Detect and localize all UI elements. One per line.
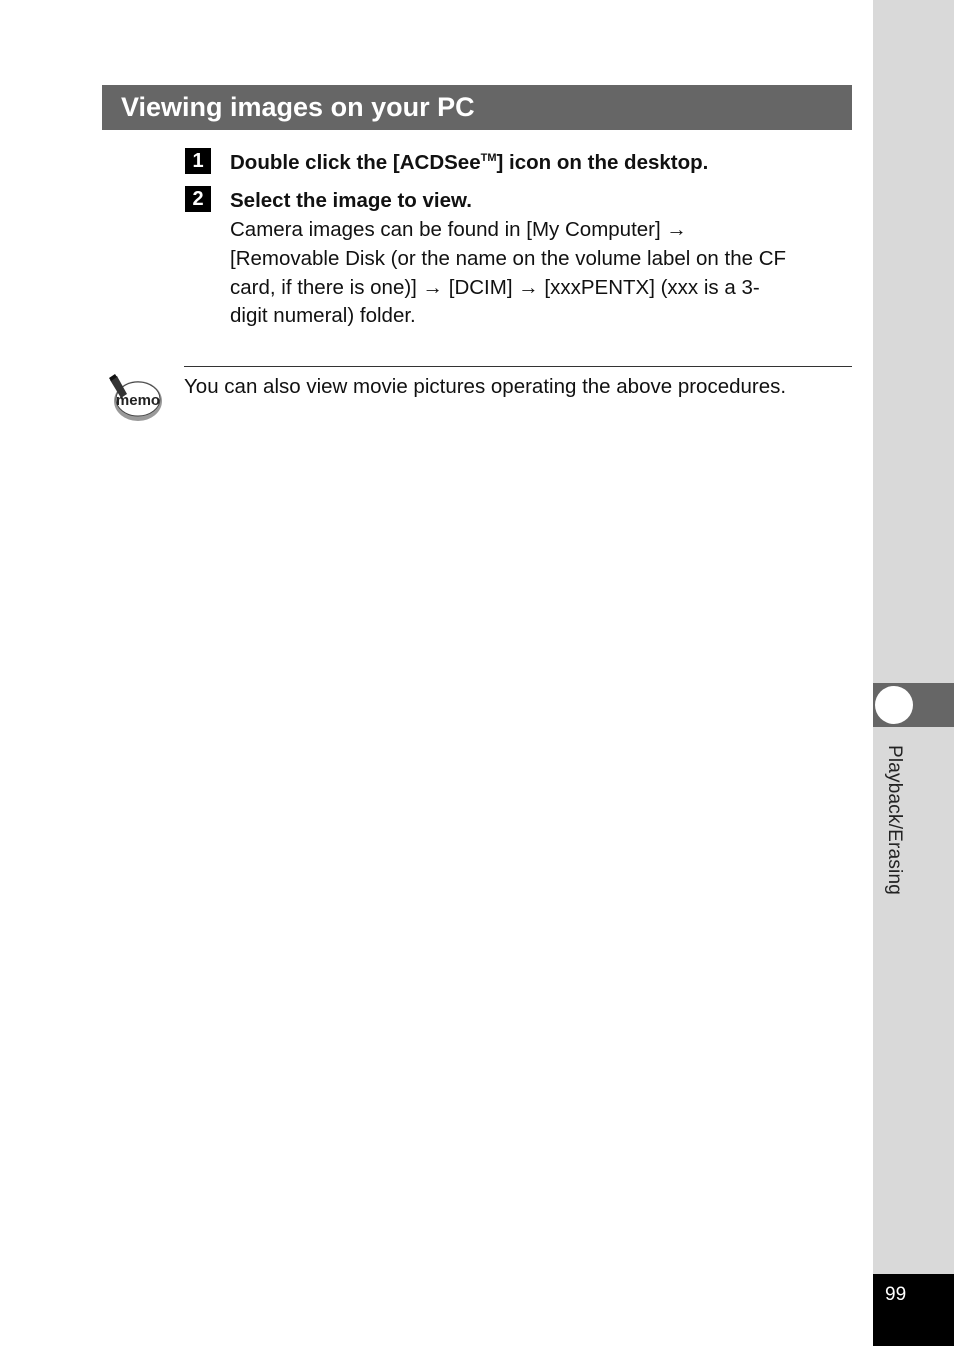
page-title: Viewing images on your PC	[121, 92, 475, 122]
section-label: Playback/Erasing	[884, 745, 905, 895]
step-2-body-line: Camera images can be found in [My Computer] →	[230, 218, 687, 241]
step-1-title	[230, 149, 708, 177]
memo-pen-icon	[107, 372, 165, 424]
step-1-title-prefix: Double click the [ACDSee	[230, 151, 481, 174]
memo-icon-label: memo	[115, 392, 161, 409]
step-1-number: 1	[185, 148, 211, 174]
step-2-body-line: digit numeral) folder.	[230, 304, 416, 328]
step-2-body	[230, 216, 850, 331]
trademark-mark: TM	[480, 152, 497, 165]
memo-divider	[184, 366, 852, 367]
page-number: 99	[885, 1284, 907, 1305]
step-2-number: 2	[185, 186, 211, 212]
chapter-circle-icon	[875, 686, 913, 724]
sidebar-margin	[873, 0, 954, 1346]
step-2-body-line: [Removable Disk (or the name on the volume label on the CF	[230, 246, 787, 270]
step-2-title: Select the image to view.	[230, 189, 472, 212]
step-1-title-suffix: ] icon on the desktop.	[496, 151, 709, 174]
step-2-body-line: card, if there is one)] → [DCIM] → [xxxPENTX] (xxx is a 3-	[230, 275, 760, 299]
memo-text: You can also view movie pictures operating the above procedures.	[184, 375, 787, 398]
